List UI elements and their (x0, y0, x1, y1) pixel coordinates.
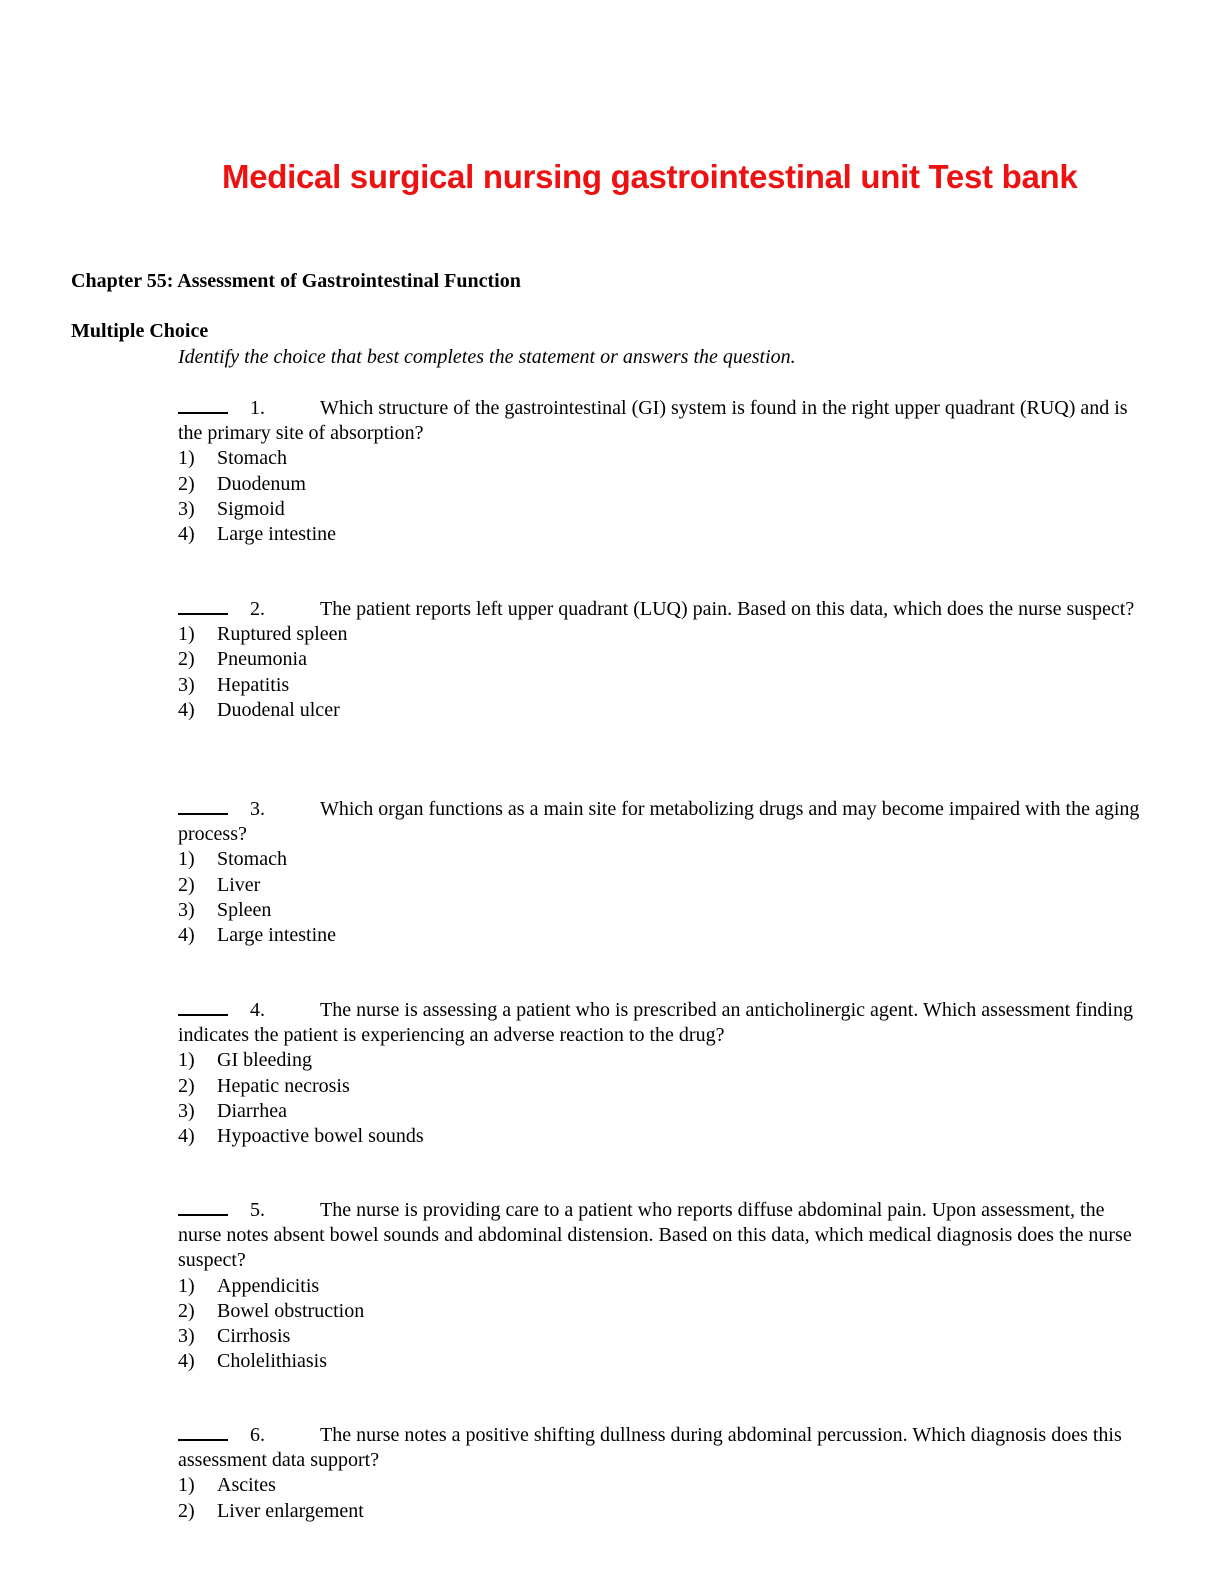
option-text: Cirrhosis (217, 1325, 291, 1348)
option-number: 4) (178, 1125, 195, 1148)
option-text: Pneumonia (217, 648, 307, 671)
question-number: 2. (250, 598, 265, 620)
option-number: 2) (178, 472, 195, 495)
option-number: 4) (178, 523, 195, 546)
option-list (178, 1274, 1143, 1375)
option-list (178, 446, 1143, 547)
question-3 (178, 797, 1143, 948)
question-text: The nurse is providing care to a patient who reports diffuse abdominal pain. Upon assessment, the nurse notes absent bowel sounds and abdominal distension. Based on this data, which medical diagnosis does the nurse suspect? (178, 1199, 1132, 1272)
option (178, 1274, 1143, 1299)
option-number: 2) (178, 1074, 195, 1097)
option (178, 1473, 1143, 1498)
document-title: Medical surgical nursing gastrointestinal unit Test bank (222, 158, 1078, 195)
option-text: Appendicitis (217, 1274, 320, 1297)
option-text: Liver enlargement (217, 1499, 364, 1522)
option-text: Sigmoid (217, 497, 285, 520)
question-5 (178, 1198, 1143, 1374)
question-number: 3. (250, 798, 265, 820)
answer-blank[interactable] (178, 1014, 228, 1016)
option-text: Ruptured spleen (217, 623, 348, 646)
option-text: Ascites (217, 1474, 276, 1497)
answer-blank[interactable] (178, 613, 228, 615)
option-text: Bowel obstruction (217, 1299, 365, 1322)
question-1 (178, 396, 1143, 547)
option-text: Diarrhea (217, 1099, 287, 1122)
option (178, 873, 1143, 898)
option-number: 3) (178, 898, 195, 921)
question-number: 4. (250, 999, 265, 1021)
option (178, 1349, 1143, 1374)
question-text: The patient reports left upper quadrant (LUQ) pain. Based on this data, which does the nurse suspect? (320, 598, 1135, 620)
chapter-heading: Chapter 55: Assessment of Gastrointestinal Function (71, 270, 521, 292)
option-number: 1) (178, 848, 195, 871)
section-heading: Multiple Choice (71, 320, 209, 342)
option (178, 1074, 1143, 1099)
question-stem (178, 1423, 1143, 1473)
option (178, 472, 1143, 497)
option-text: GI bleeding (217, 1049, 312, 1072)
answer-blank[interactable] (178, 412, 228, 414)
option-number: 3) (178, 1325, 195, 1348)
option-text: Spleen (217, 898, 272, 921)
question-number: 1. (250, 397, 265, 419)
option (178, 497, 1143, 522)
option-text: Duodenum (217, 472, 306, 495)
question-stem (178, 396, 1143, 446)
option-text: Stomach (217, 848, 287, 871)
answer-blank[interactable] (178, 1214, 228, 1216)
question-text: The nurse notes a positive shifting dullness during abdominal percussion. Which diagnosis does this assessment data support? (178, 1424, 1122, 1472)
question-stem (178, 797, 1143, 847)
question-text: Which structure of the gastrointestinal (GI) system is found in the right upper quadrant (RUQ) and is the primary site of absorption? (178, 397, 1128, 445)
question-stem (178, 597, 1143, 622)
option-list (178, 622, 1143, 723)
option-number: 2) (178, 648, 195, 671)
option-text: Cholelithiasis (217, 1350, 327, 1373)
option-number: 1) (178, 1474, 195, 1497)
option-text: Liver (217, 873, 261, 896)
answer-blank[interactable] (178, 1439, 228, 1441)
instructions: Identify the choice that best completes the statement or answers the question. (178, 346, 796, 368)
question-number: 6. (250, 1424, 265, 1446)
option (178, 1124, 1143, 1149)
question-6 (178, 1423, 1143, 1524)
option-number: 3) (178, 1099, 195, 1122)
option-number: 3) (178, 497, 195, 520)
option (178, 1048, 1143, 1073)
option (178, 522, 1143, 547)
option (178, 622, 1143, 647)
option (178, 1099, 1143, 1124)
option-number: 1) (178, 1274, 195, 1297)
option-number: 3) (178, 673, 195, 696)
option-text: Large intestine (217, 523, 337, 546)
option (178, 1299, 1143, 1324)
option-number: 2) (178, 1299, 195, 1322)
option (178, 446, 1143, 471)
question-2 (178, 597, 1143, 723)
question-stem (178, 998, 1143, 1048)
option (178, 1499, 1143, 1524)
option (178, 923, 1143, 948)
option-list (178, 847, 1143, 948)
option-number: 4) (178, 924, 195, 947)
question-stem (178, 1198, 1143, 1274)
option-text: Large intestine (217, 924, 337, 947)
option (178, 673, 1143, 698)
option-text: Duodenal ulcer (217, 698, 340, 721)
answer-blank[interactable] (178, 813, 228, 815)
option (178, 698, 1143, 723)
option-number: 2) (178, 873, 195, 896)
option-number: 4) (178, 1350, 195, 1373)
option (178, 647, 1143, 672)
option-list (178, 1048, 1143, 1149)
option (178, 898, 1143, 923)
option-text: Hepatitis (217, 673, 290, 696)
option-text: Stomach (217, 447, 287, 470)
option-list (178, 1473, 1143, 1523)
option-text: Hypoactive bowel sounds (217, 1125, 424, 1148)
option-number: 2) (178, 1499, 195, 1522)
option-number: 1) (178, 623, 195, 646)
option-text: Hepatic necrosis (217, 1074, 350, 1097)
question-number: 5. (250, 1199, 265, 1221)
option-number: 1) (178, 447, 195, 470)
question-text: The nurse is assessing a patient who is prescribed an anticholinergic agent. Which assessment finding indicates the patient is experiencing an adverse reaction to the drug? (178, 999, 1133, 1047)
option-number: 4) (178, 698, 195, 721)
question-text: Which organ functions as a main site for metabolizing drugs and may become impaired with the aging process? (178, 798, 1140, 846)
question-4 (178, 998, 1143, 1149)
option (178, 1324, 1143, 1349)
option (178, 847, 1143, 872)
option-number: 1) (178, 1049, 195, 1072)
